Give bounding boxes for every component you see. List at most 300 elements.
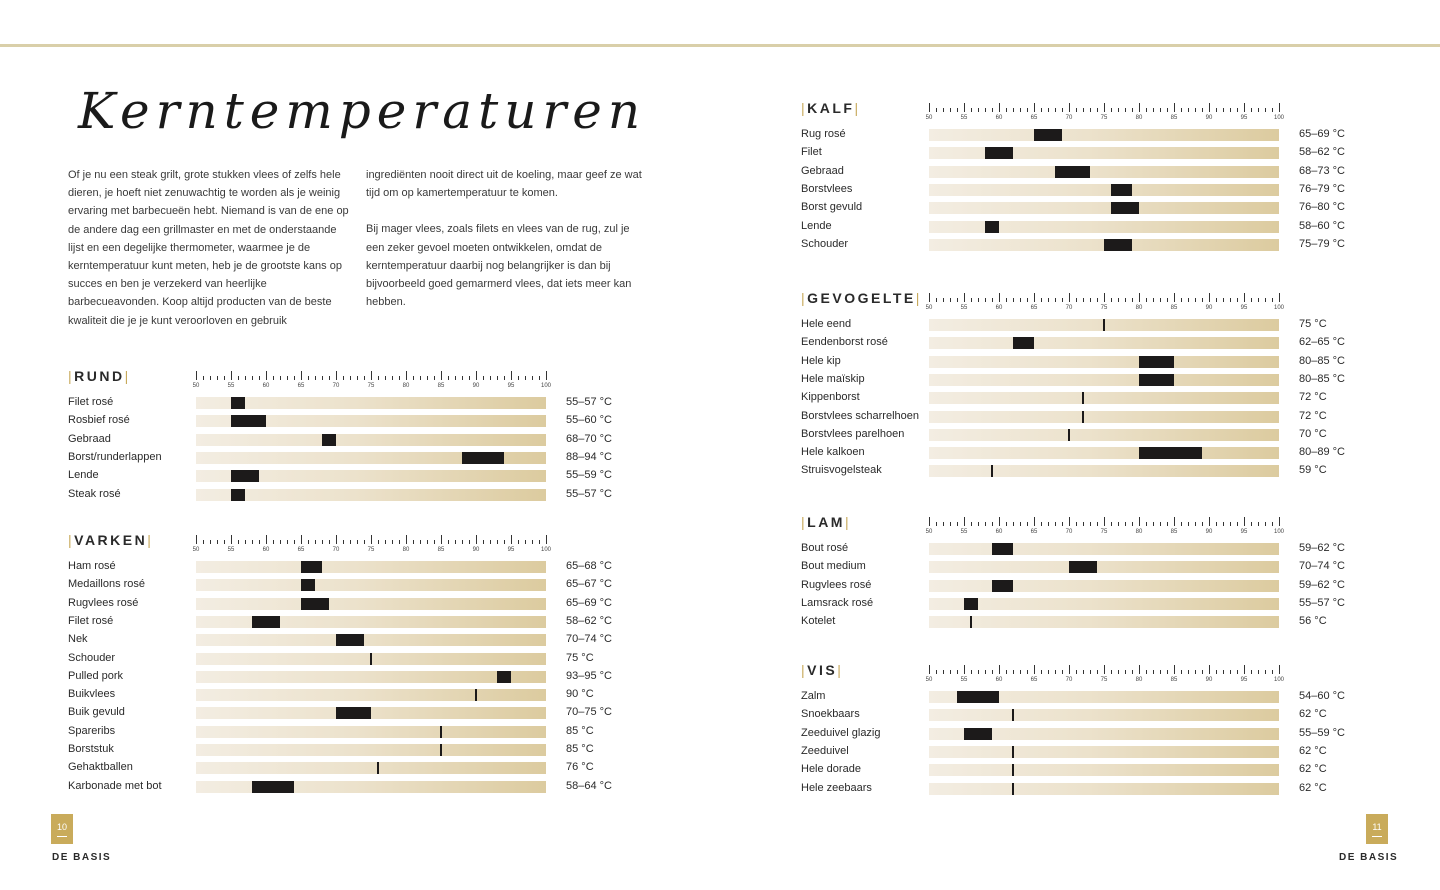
temperature-range-mark [336,707,371,719]
scale-tick [1279,665,1280,674]
temperature-bar [929,374,1279,386]
item-label: Bout medium [801,560,866,573]
temperature-row [801,613,1359,631]
scale-tick [1132,108,1133,112]
scale-tick [1160,108,1161,112]
bracket-right: | [124,368,131,384]
temperature-row [68,576,626,594]
item-label: Kippenborst [801,391,860,404]
temperature-range-mark [336,634,364,646]
scale-tick [462,376,463,380]
temperature-range-mark [964,728,992,740]
temperature-row [68,668,626,686]
scale-tick [1265,108,1266,112]
scale-label: 50 [925,677,933,683]
scale-tick [1055,670,1056,674]
item-temperature: 80–89 °C [1299,446,1345,459]
temperature-range-mark [475,689,477,701]
scale-tick [1083,108,1084,112]
scale-tick [315,540,316,544]
scale-tick [1244,517,1245,526]
item-label: Snoekbaars [801,708,860,721]
scale-tick [1258,522,1259,526]
scale-tick [259,376,260,380]
temperature-bar [929,147,1279,159]
item-label: Buik gevuld [68,706,125,719]
scale-tick [238,540,239,544]
item-temperature: 68–73 °C [1299,164,1345,177]
item-label: Borststuk [68,743,114,755]
temperature-range-mark [1012,709,1014,721]
scale-tick [1146,522,1147,526]
scale-tick [1153,670,1154,674]
temperature-bar [929,764,1279,776]
temperature-range-mark [252,616,280,628]
scale-label: 60 [995,115,1003,121]
scale-tick [1258,670,1259,674]
scale-tick [1209,517,1210,526]
scale-tick [238,376,239,380]
scale-tick [1041,522,1042,526]
scale-tick [1146,108,1147,112]
item-label: Zalm [801,690,826,702]
scale-tick [1118,108,1119,112]
temperature-bar [929,411,1279,423]
scale-tick [1216,670,1217,674]
scale-tick [210,540,211,544]
scale-label: 80 [1135,305,1143,311]
scale-label: 95 [1240,115,1248,121]
item-label: Ham rosé [68,560,116,572]
temperature-bar [929,728,1279,740]
item-label: Hele eend [801,318,852,330]
temperature-bar [929,543,1279,555]
scale-tick [266,535,267,544]
scale-tick [1020,522,1021,526]
scale-label: 85 [1170,529,1178,535]
item-temperature: 59–62 °C [1299,542,1345,554]
scale-tick [350,540,351,544]
scale-tick [936,298,937,302]
scale-tick [224,376,225,380]
scale-tick [1069,293,1070,302]
scale-tick [943,670,944,674]
item-label: Borst/runderlappen [68,450,162,463]
scale-tick [406,535,407,544]
temperature-bar [929,709,1279,721]
temperature-row [68,394,626,412]
scale-label: 95 [1240,305,1248,311]
scale-tick [1013,108,1014,112]
scale-tick [1265,298,1266,302]
item-label: Eendenborst rosé [801,336,888,349]
scale-label: 90 [1205,115,1213,121]
page-number-left: 10 [51,814,73,844]
scale-tick [1272,522,1273,526]
temperature-row [801,218,1359,236]
scale-label: 50 [192,383,200,389]
scale-tick [1181,298,1182,302]
scale-tick [964,103,965,112]
scale-tick [420,540,421,544]
scale-tick [1076,108,1077,112]
scale-label: 65 [297,383,305,389]
scale-tick [957,298,958,302]
scale-label: 70 [1065,677,1073,683]
scale-tick [1069,103,1070,112]
scale-tick [957,522,958,526]
scale-tick [1090,522,1091,526]
temperature-bar [196,598,546,610]
temperature-row [68,759,626,777]
scale-tick [490,376,491,380]
item-label: Rugvlees rosé [801,578,872,591]
scale-label: 65 [297,547,305,553]
item-label: Hele maïskip [801,372,865,385]
temperature-row [801,761,1359,779]
section-name: LAM [807,514,845,530]
scale-tick [490,540,491,544]
item-temperature: 55–57 °C [566,396,612,408]
scale-tick [1146,298,1147,302]
item-temperature: 55–57 °C [1299,596,1345,609]
scale-tick [1237,298,1238,302]
item-label: Medaillons rosé [68,578,146,591]
item-label: Hele zeebaars [801,781,872,794]
item-label: Borstvlees [801,182,853,195]
scale-tick [476,535,477,544]
scale-tick [1195,298,1196,302]
temperature-range-mark [985,221,999,233]
item-temperature: 59 °C [1299,464,1327,477]
item-temperature: 65–69 °C [566,596,612,609]
scale-tick [1027,522,1028,526]
temperature-scale [925,286,1285,316]
scale-tick [1174,103,1175,112]
scale-tick [1181,670,1182,674]
temperature-row [68,631,626,649]
item-temperature: 54–60 °C [1299,690,1345,702]
temperature-row [801,163,1359,181]
scale-tick [280,540,281,544]
temperature-range-mark [1055,166,1090,178]
scale-tick [1097,670,1098,674]
scale-tick [1006,108,1007,112]
scale-tick [992,670,993,674]
intro-column-1 [68,166,350,348]
scale-tick [1139,665,1140,674]
scale-tick [1167,108,1168,112]
scale-tick [245,376,246,380]
item-label: Spareribs [68,724,116,737]
scale-label: 100 [1273,677,1285,683]
bracket-right: | [147,532,154,548]
scale-tick [343,540,344,544]
scale-tick [1139,103,1140,112]
scale-label: 100 [1273,529,1285,535]
item-temperature: 70 °C [1299,427,1327,440]
temperature-range-mark [462,452,504,464]
scale-label: 55 [227,383,235,389]
scale-label: 60 [995,529,1003,535]
scale-tick [511,371,512,380]
temperature-bar [929,129,1279,141]
scale-label: 100 [540,547,552,553]
temperature-bar [196,397,546,409]
scale-tick [427,540,428,544]
scale-tick [978,522,979,526]
item-label: Hele dorade [801,763,861,776]
scale-tick [1013,522,1014,526]
scale-tick [518,376,519,380]
scale-tick [210,376,211,380]
item-label: Gehaktballen [68,761,133,774]
temperature-bar [929,337,1279,349]
scale-tick [1118,298,1119,302]
scale-tick [1174,293,1175,302]
scale-tick [1188,298,1189,302]
item-temperature: 90 °C [566,688,594,701]
item-label: Lende [68,469,99,482]
scale-tick [385,540,386,544]
scale-tick [1013,670,1014,674]
item-temperature: 62 °C [1299,781,1327,794]
scale-label: 50 [192,547,200,553]
temperature-row [801,743,1359,761]
scale-tick [1027,670,1028,674]
scale-tick [357,540,358,544]
temperature-range-mark [231,397,245,409]
scale-label: 100 [1273,305,1285,311]
temperature-bar [929,447,1279,459]
temperature-bar [929,465,1279,477]
top-rule [0,44,1440,47]
scale-tick [1104,517,1105,526]
item-label: Gebraad [68,432,111,445]
temperature-bar [196,561,546,573]
scale-tick [455,540,456,544]
scale-tick [1202,522,1203,526]
scale-tick [1076,670,1077,674]
temperature-range-mark [970,616,972,628]
scale-tick [1209,103,1210,112]
temperature-range-mark [440,744,442,756]
temperature-row [801,126,1359,144]
scale-tick [385,376,386,380]
scale-tick [315,376,316,380]
scale-tick [308,540,309,544]
scale-tick [483,376,484,380]
temperature-row [801,780,1359,798]
scale-tick [1069,517,1070,526]
scale-label: 60 [262,383,270,389]
scale-tick [936,670,937,674]
temperature-row [801,426,1359,444]
scale-tick [1153,522,1154,526]
scale-tick [1237,670,1238,674]
scale-tick [483,540,484,544]
scale-tick [469,540,470,544]
section-title [801,514,851,530]
footer-label-left: DE BASIS [52,852,112,863]
item-temperature: 76–80 °C [1299,201,1345,214]
item-label: Karbonade met bot [68,779,162,792]
scale-tick [1125,298,1126,302]
scale-label: 80 [1135,677,1143,683]
scale-tick [1041,108,1042,112]
temperature-row [68,704,626,722]
scale-tick [1146,670,1147,674]
temperature-range-mark [1068,429,1070,441]
item-label: Kotelet [801,615,836,628]
temperature-scale [925,658,1285,688]
scale-tick [1048,522,1049,526]
scale-tick [518,540,519,544]
temperature-bar [929,184,1279,196]
scale-tick [350,376,351,380]
scale-label: 80 [1135,115,1143,121]
bracket-left: | [801,662,808,678]
scale-tick [992,522,993,526]
scale-tick [992,298,993,302]
scale-label: 95 [1240,529,1248,535]
scale-tick [1076,298,1077,302]
temperature-range-mark [1012,746,1014,758]
scale-tick [1048,108,1049,112]
scale-tick [1111,522,1112,526]
scale-tick [1188,108,1189,112]
scale-tick [1111,298,1112,302]
scale-tick [329,376,330,380]
scale-tick [1216,108,1217,112]
scale-tick [1244,103,1245,112]
item-temperature: 93–95 °C [566,669,612,682]
scale-tick [957,108,958,112]
scale-tick [1027,298,1028,302]
temperature-range-mark [1139,374,1174,386]
item-temperature: 55–59 °C [566,469,612,482]
bracket-left: | [68,532,75,548]
temperature-bar [929,392,1279,404]
scale-label: 90 [472,383,480,389]
item-temperature: 65–67 °C [566,578,612,591]
temperature-row [68,449,626,467]
scale-tick [1230,108,1231,112]
scale-tick [1132,522,1133,526]
scale-label: 75 [367,383,375,389]
scale-tick [1167,670,1168,674]
scale-tick [532,376,533,380]
scale-tick [504,376,505,380]
scale-label: 75 [1100,529,1108,535]
scale-label: 55 [960,677,968,683]
scale-label: 55 [227,547,235,553]
scale-label: 100 [1273,115,1285,121]
temperature-row [801,540,1359,558]
item-label: Borstvlees parelhoen [801,427,905,440]
scale-tick [1251,670,1252,674]
scale-label: 70 [332,383,340,389]
scale-tick [336,371,337,380]
item-temperature: 62 °C [1299,744,1327,757]
scale-tick [950,522,951,526]
scale-tick [1118,670,1119,674]
temperature-range-mark [370,653,372,665]
section-title [801,100,861,116]
scale-tick [1223,522,1224,526]
scale-tick [301,535,302,544]
scale-tick [1104,103,1105,112]
scale-tick [1202,108,1203,112]
scale-tick [964,293,965,302]
scale-tick [546,535,547,544]
scale-tick [1069,665,1070,674]
scale-tick [1216,522,1217,526]
scale-tick [308,376,309,380]
item-temperature: 70–74 °C [566,633,612,646]
bracket-left: | [801,514,808,530]
item-temperature: 58–62 °C [566,614,612,627]
item-temperature: 85 °C [566,724,594,737]
scale-tick [441,371,442,380]
scale-tick [1104,665,1105,674]
item-temperature: 85 °C [566,743,594,755]
scale-tick [1055,298,1056,302]
temperature-bar [929,783,1279,795]
item-label: Zeeduivel glazig [801,726,881,739]
scale-tick [525,376,526,380]
temperature-range-mark [992,580,1013,592]
scale-tick [413,376,414,380]
temperature-bar [929,616,1279,628]
temperature-row [68,650,626,668]
scale-tick [392,376,393,380]
scale-tick [1160,670,1161,674]
temperature-range-mark [497,671,511,683]
scale-tick [280,376,281,380]
item-temperature: 58–60 °C [1299,219,1345,232]
scale-tick [371,371,372,380]
scale-tick [448,376,449,380]
scale-label: 85 [437,547,445,553]
temperature-bar [196,489,546,501]
scale-tick [1209,293,1210,302]
scale-tick [1195,670,1196,674]
scale-tick [1132,670,1133,674]
temperature-bar [929,319,1279,331]
scale-tick [943,108,944,112]
temperature-range-mark [322,434,336,446]
scale-tick [999,665,1000,674]
bracket-left: | [68,368,75,384]
scale-tick [1013,298,1014,302]
temperature-range-mark [252,781,294,793]
item-temperature: 56 °C [1299,615,1327,628]
temperature-range-mark [1139,447,1202,459]
scale-tick [434,376,435,380]
temperature-bar [929,239,1279,251]
scale-tick [504,540,505,544]
temperature-range-mark [1111,202,1139,214]
scale-tick [322,540,323,544]
item-label: Rugvlees rosé [68,596,139,609]
temperature-row [801,181,1359,199]
temperature-bar [196,762,546,774]
scale-tick [294,540,295,544]
scale-tick [231,535,232,544]
scale-tick [929,103,930,112]
temperature-bar [196,744,546,756]
